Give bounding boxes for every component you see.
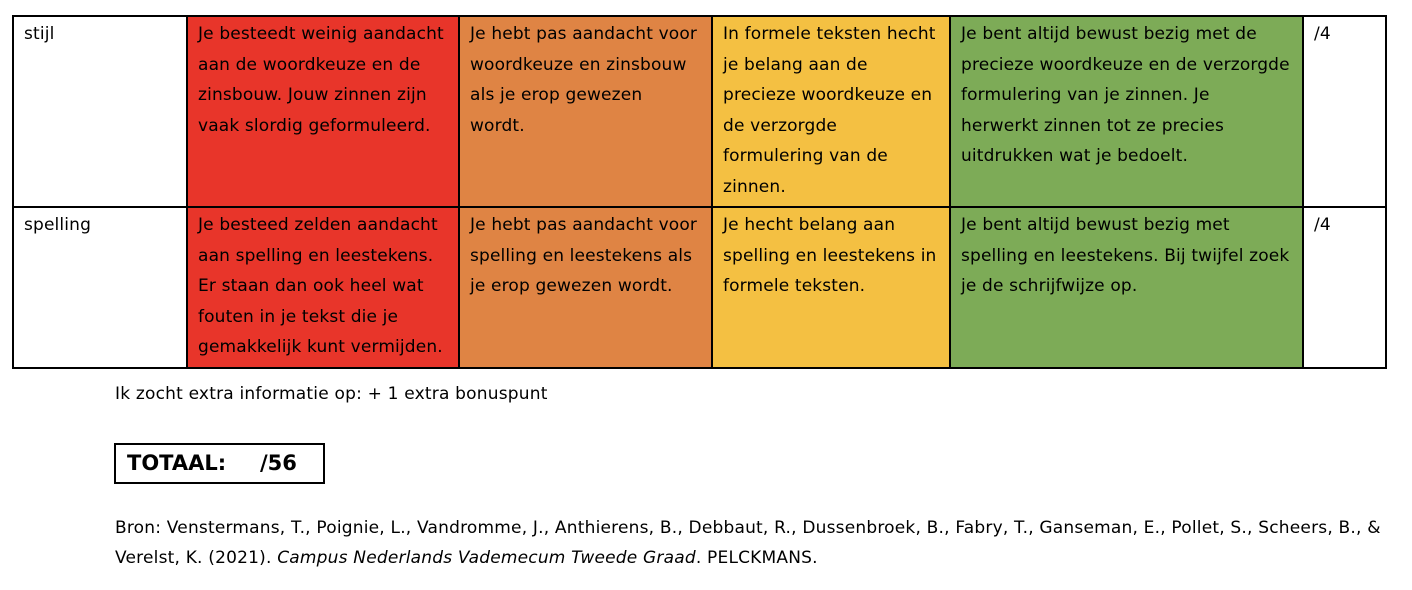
source-citation <box>115 513 1385 573</box>
level-orange-cell: Je hebt pas aandacht voor woordkeuze en zinsbouw als je erop gewezen wordt. <box>459 16 712 207</box>
criterion-cell: stijl <box>13 16 187 207</box>
rubric-row-stijl <box>13 16 1386 207</box>
score-cell: /4 <box>1303 16 1386 207</box>
score-cell: /4 <box>1303 207 1386 368</box>
level-green-cell: Je bent altijd bewust bezig met spelling en leestekens. Bij twijfel zoek je de schrijfwijze op. <box>950 207 1303 368</box>
level-red-cell: Je besteed zelden aandacht aan spelling en leestekens. Er staan dan ook heel wat fouten in je tekst die je gemakkelijk kunt vermijden. <box>187 207 459 368</box>
level-red-cell: Je besteedt weinig aandacht aan de woordkeuze en de zinsbouw. Jouw zinnen zijn vaak slordig geformuleerd. <box>187 16 459 207</box>
total-value: /56 <box>260 451 297 475</box>
rubric-row-spelling <box>13 207 1386 368</box>
level-yellow-cell: In formele teksten hecht je belang aan de precieze woordkeuze en de verzorgde formulering van de zinnen. <box>712 16 950 207</box>
criterion-cell: spelling <box>13 207 187 368</box>
total-label: TOTAAL: <box>127 451 227 475</box>
total-box <box>114 443 325 484</box>
level-green-cell: Je bent altijd bewust bezig met de precieze woordkeuze en de verzorgde formulering van je zinnen. Je herwerkt zinnen tot ze precies uitdrukken wat je bedoelt. <box>950 16 1303 207</box>
source-prefix: Bron: Venstermans, T., Poignie, L., Vandromme, J., Anthierens, B., Debbaut, R., Dussenbroek, B., Fabry, T., Ganseman, E., Pollet, S., Scheers, B., & Verelst, K. (2021). <box>115 518 1381 568</box>
level-orange-cell: Je hebt pas aandacht voor spelling en leestekens als je erop gewezen wordt. <box>459 207 712 368</box>
source-title: Campus Nederlands Vademecum Tweede Graad <box>277 548 696 568</box>
rubric-table <box>12 15 1387 369</box>
level-yellow-cell: Je hecht belang aan spelling en leestekens in formele teksten. <box>712 207 950 368</box>
bonus-note: Ik zocht extra informatie op: + 1 extra bonuspunt <box>115 384 548 404</box>
source-suffix: . PELCKMANS. <box>695 548 818 568</box>
